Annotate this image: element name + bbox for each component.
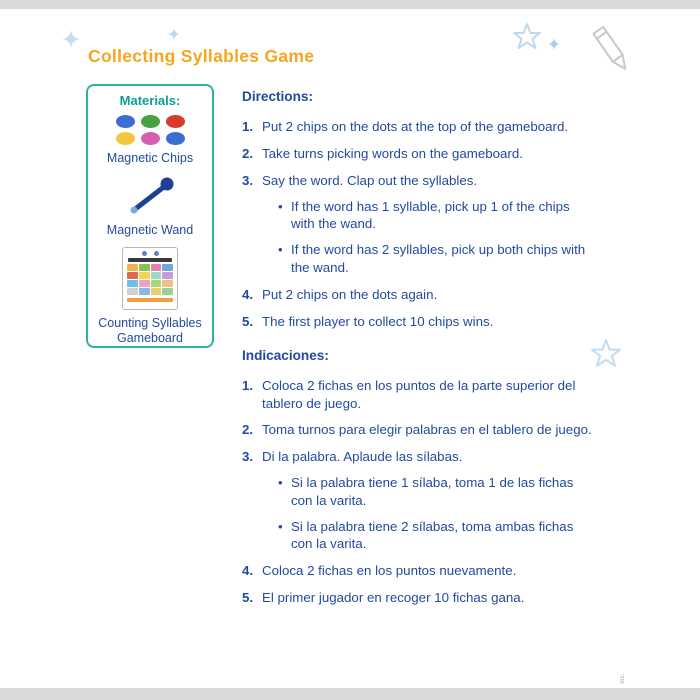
step-number: 2.	[242, 146, 254, 162]
page-edge-top	[0, 0, 700, 9]
chip-icon	[141, 115, 160, 128]
page-edge-bottom	[0, 688, 700, 700]
indicacion-bullet	[278, 518, 596, 554]
chip-icon	[116, 115, 135, 128]
chip-icon	[166, 115, 185, 128]
indicacion-bullet	[278, 474, 596, 510]
sparkle-icon	[548, 38, 560, 50]
step-text: Say the word. Clap out the syllables.	[262, 172, 478, 188]
magnetic-wand-image	[123, 175, 177, 217]
bullet-text: If the word has 1 syllable, pick up 1 of the chips with the wand.	[291, 198, 570, 232]
gameboard-footer-bar	[127, 298, 173, 302]
step-text-group	[262, 172, 596, 277]
step-number: 2.	[242, 422, 254, 438]
direction-bullet	[278, 198, 596, 234]
direction-step-3	[242, 172, 596, 277]
chip-row	[116, 115, 185, 128]
materials-panel	[86, 84, 214, 348]
chip-row	[116, 132, 185, 145]
instructions	[242, 88, 596, 616]
step-number: 3.	[242, 172, 254, 188]
step-text: Coloca 2 fichas en los puntos de la parte superior del tablero de juego.	[262, 377, 576, 411]
step-text: Put 2 chips on the dots again.	[262, 286, 438, 302]
star-icon	[512, 22, 542, 52]
directions-heading: Directions:	[242, 89, 314, 104]
indicacion-step-4	[242, 562, 596, 580]
gameboard-thumbnail	[122, 247, 178, 310]
step-text: Toma turnos para elegir palabras en el tablero de juego.	[262, 422, 592, 438]
bullet-icon	[278, 518, 291, 536]
step-number: 4.	[242, 286, 254, 302]
bullet-text: If the word has 2 syllables, pick up both chips with the wand.	[291, 242, 586, 276]
direction-step-1	[242, 118, 596, 136]
step-text: Put 2 chips on the dots at the top of the gameboard.	[262, 119, 569, 135]
step-text: Take turns picking words on the gameboard.	[262, 146, 523, 162]
step-number: 5.	[242, 313, 254, 329]
bullet-text: Si la palabra tiene 1 sílaba, toma 1 de las fichas con la varita.	[291, 474, 574, 508]
step-number: 5.	[242, 590, 254, 606]
indicaciones-heading: Indicaciones:	[242, 347, 329, 363]
magnetic-chips-label: Magnetic Chips	[106, 151, 194, 165]
step-number: 1.	[242, 377, 254, 393]
sparkle-icon	[168, 28, 180, 40]
chip-icon	[166, 132, 185, 145]
magnetic-wand-icon	[123, 175, 177, 217]
indicacion-step-3	[242, 448, 596, 553]
step-text: The first player to collect 10 chips wins.	[262, 313, 494, 329]
step-text: Coloca 2 fichas en los puntos nuevamente.	[262, 563, 517, 579]
step-text: Di la palabra. Aplaude las sílabas.	[262, 449, 463, 465]
step-text-group	[262, 448, 596, 553]
magnetic-wand-label: Magnetic Wand	[106, 223, 194, 237]
sparkle-icon	[62, 30, 80, 48]
bullet-icon	[278, 241, 291, 259]
chip-icon	[116, 132, 135, 145]
step-number: 3.	[242, 449, 254, 465]
step-number: 1.	[242, 119, 254, 135]
pencil-icon	[582, 18, 642, 82]
gameboard-label: Counting Syllables Gameboard	[98, 316, 202, 345]
direction-bullet	[278, 241, 596, 277]
direction-step-5	[242, 313, 596, 331]
magnetic-chips-image	[116, 115, 185, 145]
page-title: Collecting Syllables Game	[88, 46, 315, 66]
indicacion-step-2	[242, 421, 596, 439]
gameboard-dots	[142, 251, 159, 256]
indicacion-step-1	[242, 377, 596, 413]
direction-step-2	[242, 145, 596, 163]
bullet-icon	[278, 474, 291, 492]
bullet-text: Si la palabra tiene 2 sílabas, toma ambas fichas con la varita.	[291, 518, 574, 552]
bullet-icon	[278, 198, 291, 216]
chip-icon	[141, 132, 160, 145]
direction-step-4	[242, 286, 596, 304]
step-text: El primer jugador en recoger 10 fichas gana.	[262, 590, 525, 606]
gameboard-title-bar	[128, 258, 172, 262]
indicacion-step-5	[242, 589, 596, 607]
side-imprint-text: Inc.	[620, 673, 626, 684]
materials-heading: Materials:	[119, 93, 181, 108]
step-number: 4.	[242, 563, 254, 579]
gameboard-grid	[127, 264, 173, 295]
